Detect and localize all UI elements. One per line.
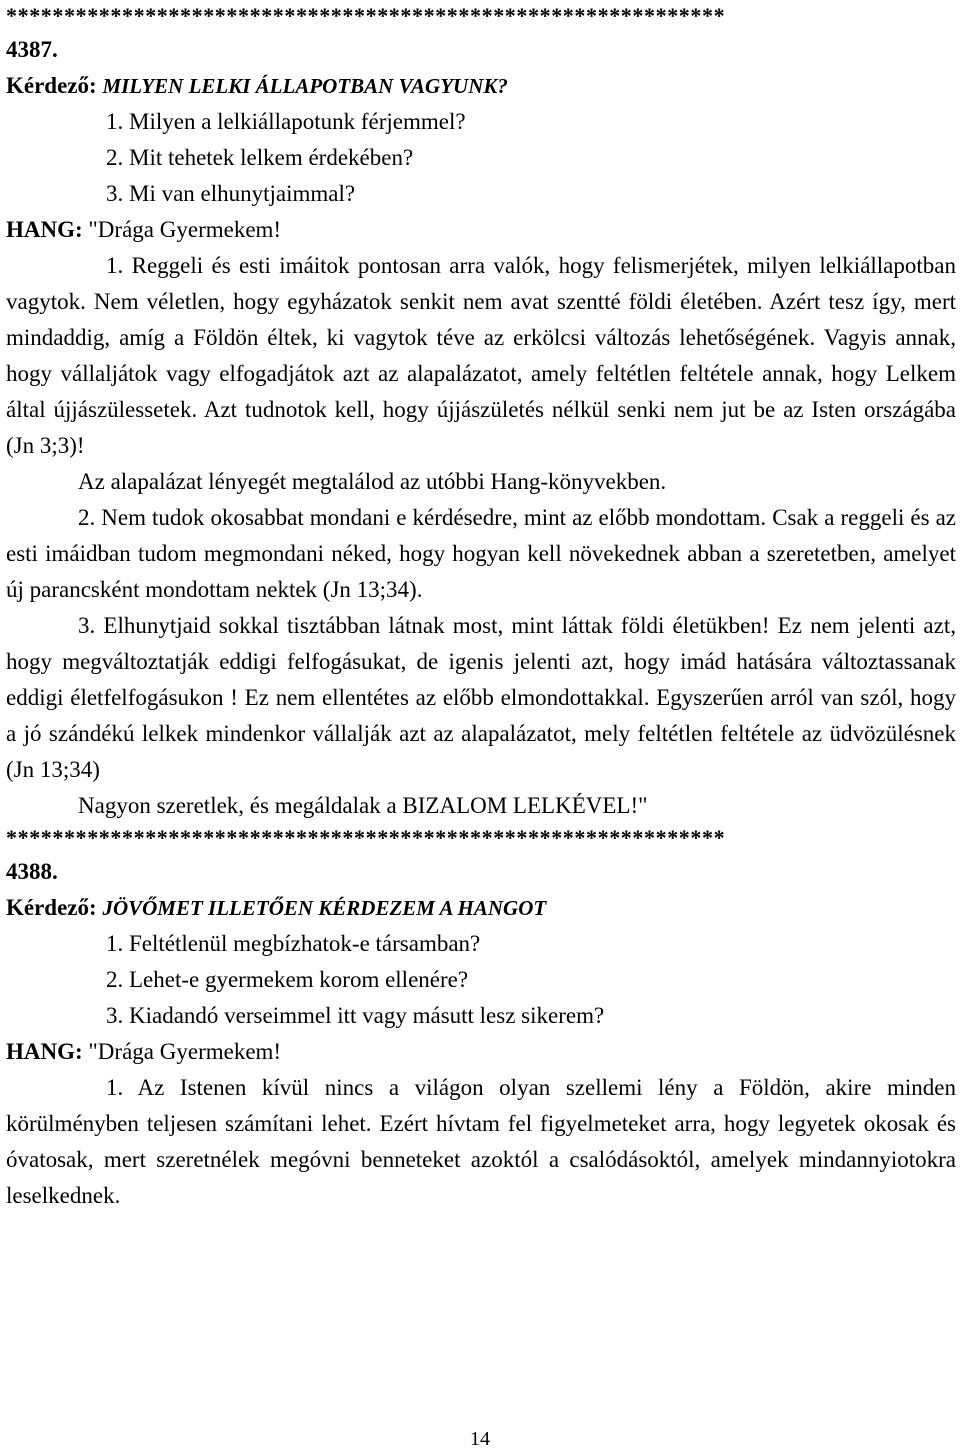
question-topic: MILYEN LELKI ÁLLAPOTBAN VAGYUNK? bbox=[102, 74, 508, 98]
question-item: 3. Kiadandó verseimmel itt vagy másutt lesz sikerem? bbox=[106, 1003, 605, 1028]
closing-line: Nagyon szeretlek, és megáldalak a BIZALOM LELKÉVEL!" bbox=[78, 793, 648, 818]
answer-paragraph: Az alapalázat lényegét megtalálod az utóbbi Hang-könyvekben. bbox=[78, 469, 667, 494]
answer-paragraph: 1. Reggeli és esti imáitok pontosan arra valók, hogy felismerjétek, milyen lelkiállapotban vagytok. Nem véletlen, hogy egyházatok senkit nem avat szentté földi életében. Azért tesz így, mert mindaddig, amíg a Földön éltek, ki vagytok téve az erkölcsi változás lehetőségének. Vagyis annak, hogy vállaljátok vagy elfogadjátok azt az alapalázatot, amely feltétlen feltétele annak, hogy Lelkem által újjászülessetek. Azt tudnotok kell, hogy újjászületés nélkül senki nem jut be az Isten országába (Jn 3;3)! bbox=[6, 253, 956, 458]
entry-4388 bbox=[6, 854, 956, 1214]
question-item: 3. Mi van elhunytjaimmal? bbox=[106, 181, 356, 206]
question-label: Kérdező: bbox=[6, 73, 97, 98]
answer-greeting: "Drága Gyermekem! bbox=[88, 217, 282, 242]
answer-label: HANG: bbox=[6, 1039, 83, 1064]
answer-header bbox=[6, 212, 956, 248]
question-item: 2. Lehet-e gyermekem korom ellenére? bbox=[106, 967, 469, 992]
answer-label: HANG: bbox=[6, 217, 83, 242]
question-item: 1. Milyen a lelkiállapotunk férjemmel? bbox=[106, 109, 466, 134]
answer-header bbox=[6, 1034, 956, 1070]
question-item: 2. Mit tehetek lelkem érdekében? bbox=[106, 145, 414, 170]
question-line bbox=[6, 890, 956, 926]
question-label: Kérdező: bbox=[6, 895, 97, 920]
separator-middle: ************************************************************** bbox=[6, 825, 726, 850]
page-number: 14 bbox=[470, 1428, 490, 1450]
separator-top: ************************************************************** bbox=[6, 3, 726, 28]
question-line bbox=[6, 68, 956, 104]
answer-paragraph: 1. Az Istenen kívül nincs a világon olyan szellemi lény a Földön, akire minden körülményben teljesen számítani lehet. Ezért hívtam fel figyelmeteket arra, hogy legyetek okosak és óvatosak, mert szeretnélek megóvni benneteket azoktól a csalódásoktól, amelyek mindannyiotokra leselkednek. bbox=[6, 1075, 956, 1208]
entry-number: 4387. bbox=[6, 37, 58, 62]
answer-paragraph: 3. Elhunytjaid sokkal tisztábban látnak most, mint láttak földi életükben! Ez nem jelenti azt, hogy megváltoztatják eddigi felfogásukat, de igenis jelenti azt, hogy imád hatására változtassanak eddigi életfelfogásukon ! Ez nem ellentétes az előbb elmondottakkal. Egyszerűen arról van szól, hogy a jó szándékú lelkek mindenkor vállalják azt az alapalázatot, mely feltétlen feltétele az üdvözülésnek (Jn 13;34) bbox=[6, 613, 956, 782]
question-topic: JÖVŐMET ILLETŐEN KÉRDEZEM A HANGOT bbox=[102, 896, 547, 920]
answer-greeting: "Drága Gyermekem! bbox=[88, 1039, 282, 1064]
answer-paragraph: 2. Nem tudok okosabbat mondani e kérdésedre, mint az előbb mondottam. Csak a reggeli és az esti imáidban tudom megmondani néked, hogy hogyan kell növekednek abban a szeretetben, amelyet új parancsként mondottam nektek (Jn 13;34). bbox=[6, 505, 956, 602]
question-item: 1. Feltétlenül megbízhatok-e társamban? bbox=[106, 931, 481, 956]
entry-number: 4388. bbox=[6, 859, 58, 884]
entry-4387 bbox=[6, 32, 956, 824]
